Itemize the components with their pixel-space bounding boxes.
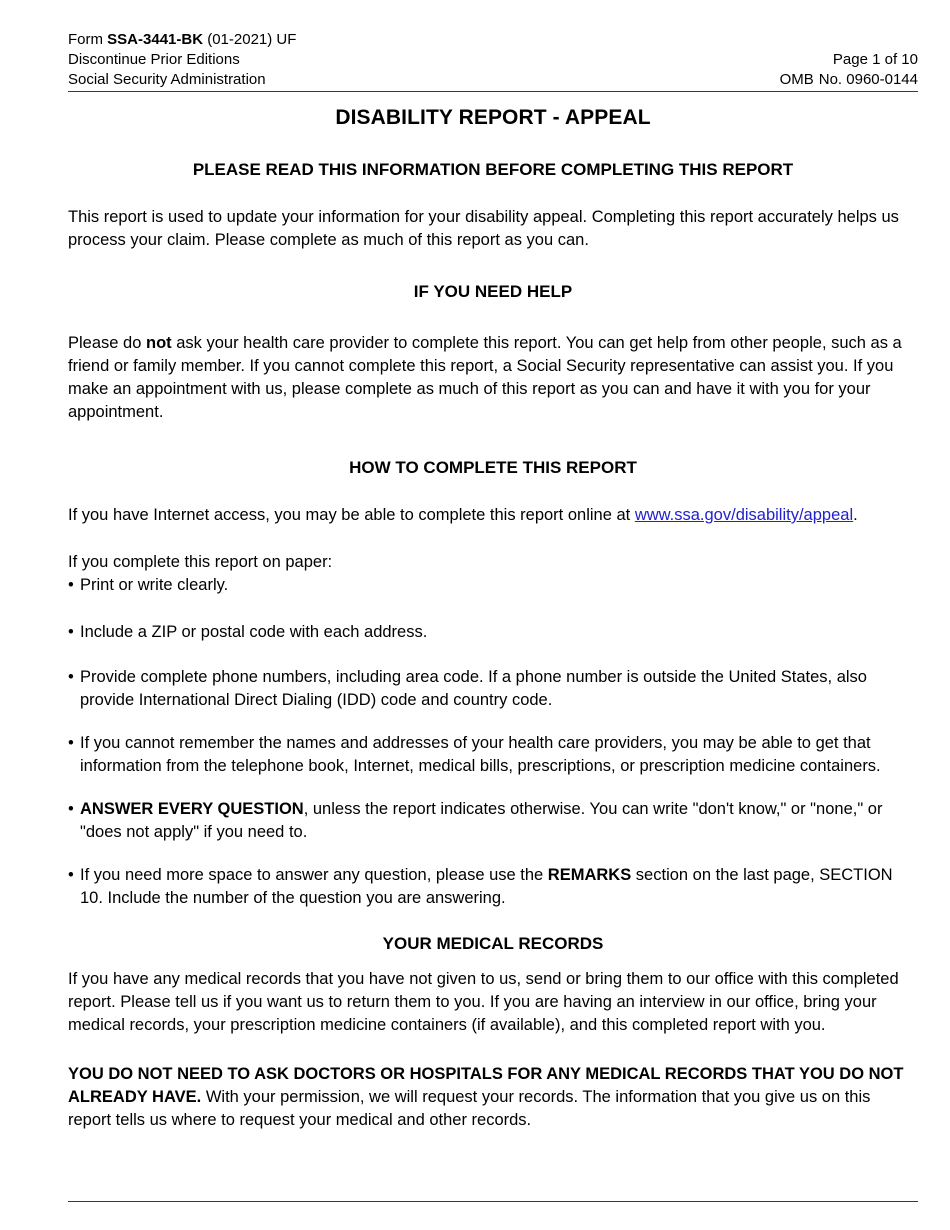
spacer [68, 644, 918, 666]
spacer [68, 252, 918, 282]
online-text-suffix: . [853, 506, 858, 524]
spacer [68, 712, 918, 732]
help-text-before-bold: Please do [68, 334, 146, 352]
heading-your-medical-records: YOUR MEDICAL RECORDS [382, 934, 604, 953]
spacer [68, 778, 918, 798]
omb-label: OMB [779, 71, 814, 88]
header-line-1 [68, 30, 918, 50]
bullet-icon: • [68, 576, 74, 594]
heading-if-you-need-help: IF YOU NEED HELP [413, 282, 573, 301]
bullet-icon: • [68, 623, 74, 641]
bullet-icon: • [68, 800, 74, 818]
document-body [68, 104, 918, 1132]
heading-how-to-complete: HOW TO COMPLETE THIS REPORT [349, 458, 637, 477]
intro-paragraph: This report is used to update your information for your disability appeal. Completing this report accurately helps us process your claim. Please complete as much of this report as you can. [68, 208, 899, 249]
spacer [68, 527, 918, 551]
medical-records-notice-text: With your permission, we will request your records. The information that you give us on this report tells us where to request your medical and other records. [68, 1088, 871, 1129]
header-divider [68, 91, 918, 92]
answer-every-question-text: , unless the report indicates otherwise. You can write "don't know," or "none," or "does not apply" if you need to. [80, 800, 883, 841]
form-number: SSA-3441-BK [107, 31, 204, 48]
help-paragraph [68, 332, 918, 424]
spacer [68, 302, 918, 332]
bullet-icon: • [68, 668, 74, 686]
paper-instructions-intro: If you complete this report on paper: [68, 553, 333, 571]
online-completion-paragraph [68, 504, 918, 527]
spacer [68, 424, 918, 458]
medical-records-notice [68, 1063, 918, 1132]
help-bold-not: not [145, 334, 172, 352]
discontinue-notice: Discontinue Prior Editions [68, 51, 240, 68]
bullet-icon: • [68, 866, 74, 884]
list-item [68, 621, 918, 644]
header-line-2 [68, 50, 918, 70]
spacer [68, 954, 918, 968]
remarks-text-part-1: If you need more space to answer any question, please use the [80, 866, 548, 884]
form-edition: (01-2021) UF [203, 31, 297, 48]
list-item-text: If you cannot remember the names and addresses of your health care providers, you may be able to get that information from the telephone book, Internet, medical bills, prescriptions, or prescription medicine containers. [80, 734, 881, 775]
list-item-text: Include a ZIP or postal code with each address. [80, 623, 428, 641]
document-subtitle: PLEASE READ THIS INFORMATION BEFORE COMPLETING THIS REPORT [192, 160, 794, 179]
list-item-answer-every-question [68, 798, 918, 844]
medical-records-notice-emphasis: YOU DO NOT NEED TO ASK DOCTORS OR HOSPITALS FOR ANY MEDICAL RECORDS THAT YOU DO NOT ALREADY HAVE. [68, 1065, 904, 1106]
spacer [68, 597, 918, 621]
omb-number [780, 70, 918, 90]
remarks-emphasis: REMARKS [547, 866, 632, 884]
online-text-prefix: If you have Internet access, you may be able to complete this report online at [68, 506, 635, 524]
list-item [68, 666, 918, 712]
page-number: Page 1 of 10 [832, 51, 918, 68]
agency-name: Social Security Administration [68, 71, 266, 88]
page-title: DISABILITY REPORT - APPEAL [335, 106, 651, 129]
spacer [68, 1037, 918, 1063]
form-label: Form [68, 31, 108, 48]
footer-divider [68, 1201, 918, 1202]
help-text-after-bold: ask your health care provider to complete this report. You can get help from other people, such as a friend or family member. If you cannot complete this report, a Social Security representative can assist you. If you make an appointment with us, please complete as much of this report as you can and have it with you for your appointment. [68, 334, 902, 421]
list-item-text: Provide complete phone numbers, including area code. If a phone number is outside the United States, also provide International Direct Dialing (IDD) code and country code. [80, 668, 867, 709]
answer-every-question-emphasis: ANSWER EVERY QUESTION [80, 800, 304, 818]
bullet-icon: • [68, 734, 74, 752]
form-identifier [68, 30, 296, 50]
omb-value: No. 0960-0144 [818, 71, 918, 88]
list-item [68, 732, 918, 778]
medical-records-paragraph: If you have any medical records that you have not given to us, send or bring them to our office with this completed report. Please tell us if you want us to return them to you. If you are having an interview in our office, bring your medical records, your prescription medicine containers (if available), and this completed report with you. [68, 970, 899, 1034]
spacer [68, 844, 918, 864]
remarks-text-part-2: section on the last page, SECTION 10. Include the number of the question you are answering. [80, 866, 893, 907]
spacer [68, 910, 918, 934]
list-item-text: Print or write clearly. [80, 576, 229, 594]
header-line-3 [68, 70, 918, 90]
list-item [68, 574, 918, 597]
document-header [68, 30, 918, 90]
spacer [68, 180, 918, 206]
spacer [68, 478, 918, 504]
list-item-remarks [68, 864, 918, 910]
ssa-appeal-link[interactable]: www.ssa.gov/disability/appeal [634, 506, 854, 524]
